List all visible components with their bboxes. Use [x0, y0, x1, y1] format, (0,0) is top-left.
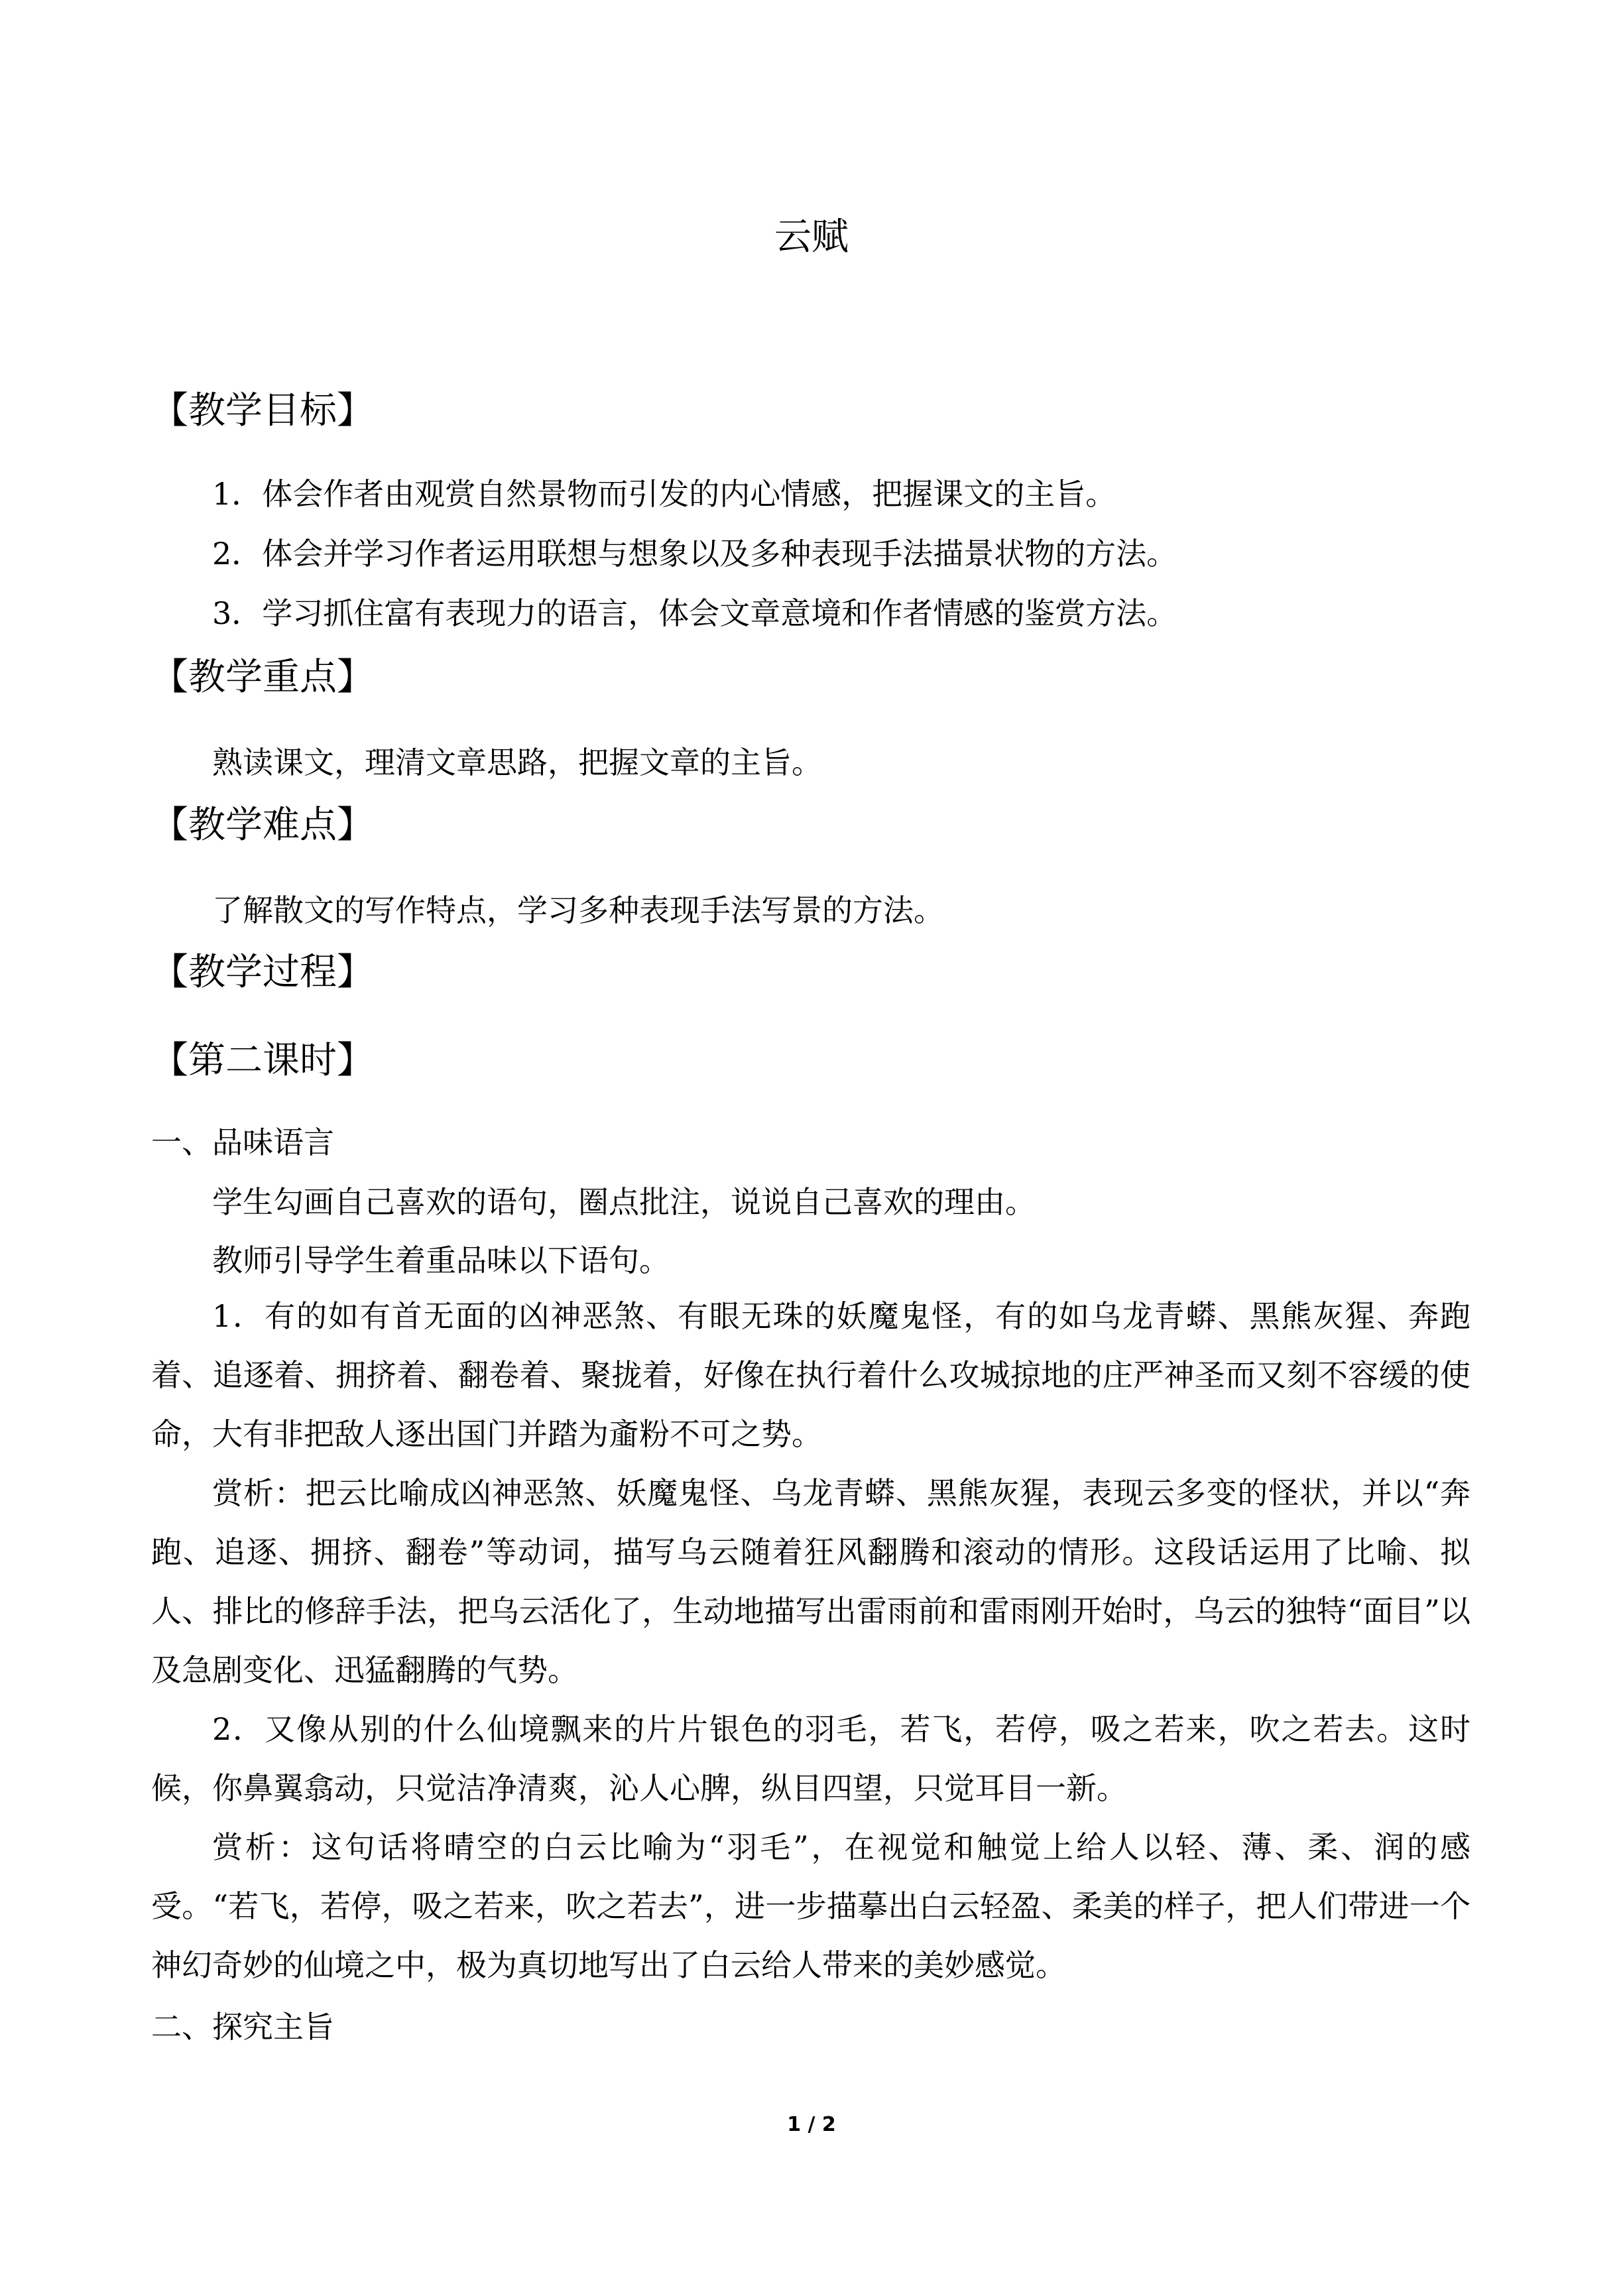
analysis-2: 赏析：这句话将晴空的白云比喻为“羽毛”，在视觉和触觉上给人以轻、薄、柔、润的感受。“若飞，若停，吸之若来，吹之若去”，进一步描摹出白云轻盈、柔美的样子，把人们带进一个神幻奇妙的仙境之中，极为真切地写出了白云给人带来的美妙感觉。	[151, 1829, 1471, 1983]
quote-1: 1．有的如有首无面的凶神恶煞、有眼无珠的妖魔鬼怪，有的如乌龙青蟒、黑熊灰猩、奔跑着、追逐着、拥挤着、翻卷着、聚拢着，好像在执行着什么攻城掠地的庄严神圣而又刻不容缓的使命，大有非把敌人逐出国门并踏为齑粉不可之势。	[151, 1298, 1471, 1452]
document-title: 云赋	[774, 215, 849, 259]
difficulties-heading: 【教学难点】	[151, 804, 374, 847]
key-points-heading: 【教学重点】	[151, 656, 374, 699]
analysis-1: 赏析：把云比喻成凶神恶煞、妖魔鬼怪、乌龙青蟒、黑熊灰猩，表现云多变的怪状，并以“奔跑、追逐、拥挤、翻卷”等动词，描写乌云随着狂风翻腾和滚动的情形。这段话运用了比喻、拟人、排比的修辞手法，把乌云活化了，生动地描写出雷雨前和雷雨刚开始时，乌云的独特“面目”以及急剧变化、迅猛翻腾的气势。	[151, 1475, 1471, 1688]
difficulties-text: 了解散文的写作特点，学习多种表现手法写景的方法。	[212, 892, 944, 928]
objective-item-1: 1．体会作者由观赏自然景物而引发的内心情感，把握课文的主旨。	[212, 476, 1116, 512]
page-number: 1 / 2	[787, 2113, 836, 2136]
quote-2: 2．又像从别的什么仙境飘来的片片银色的羽毛，若飞，若停，吸之若来，吹之若去。这时候，你鼻翼翕动，只觉洁净清爽，沁人心脾，纵目四望，只觉耳目一新。	[151, 1711, 1471, 1806]
objectives-heading: 【教学目标】	[151, 389, 374, 432]
process-heading: 【教学过程】	[151, 951, 374, 994]
section-1-title: 一、品味语言	[151, 1124, 334, 1160]
section-1-paragraph-1: 学生勾画自己喜欢的语句，圈点批注，说说自己喜欢的理由。	[212, 1184, 1036, 1220]
section-1-paragraph-2: 教师引导学生着重品味以下语句。	[212, 1242, 670, 1278]
key-points-text: 熟读课文，理清文章思路，把握文章的主旨。	[212, 745, 822, 780]
objective-item-2: 2．体会并学习作者运用联想与想象以及多种表现手法描景状物的方法。	[212, 536, 1177, 572]
section-2-title: 二、探究主旨	[151, 2009, 334, 2045]
objective-item-3: 3．学习抓住富有表现力的语言，体会文章意境和作者情感的鉴赏方法。	[212, 595, 1177, 631]
lesson-heading: 【第二课时】	[151, 1039, 374, 1082]
